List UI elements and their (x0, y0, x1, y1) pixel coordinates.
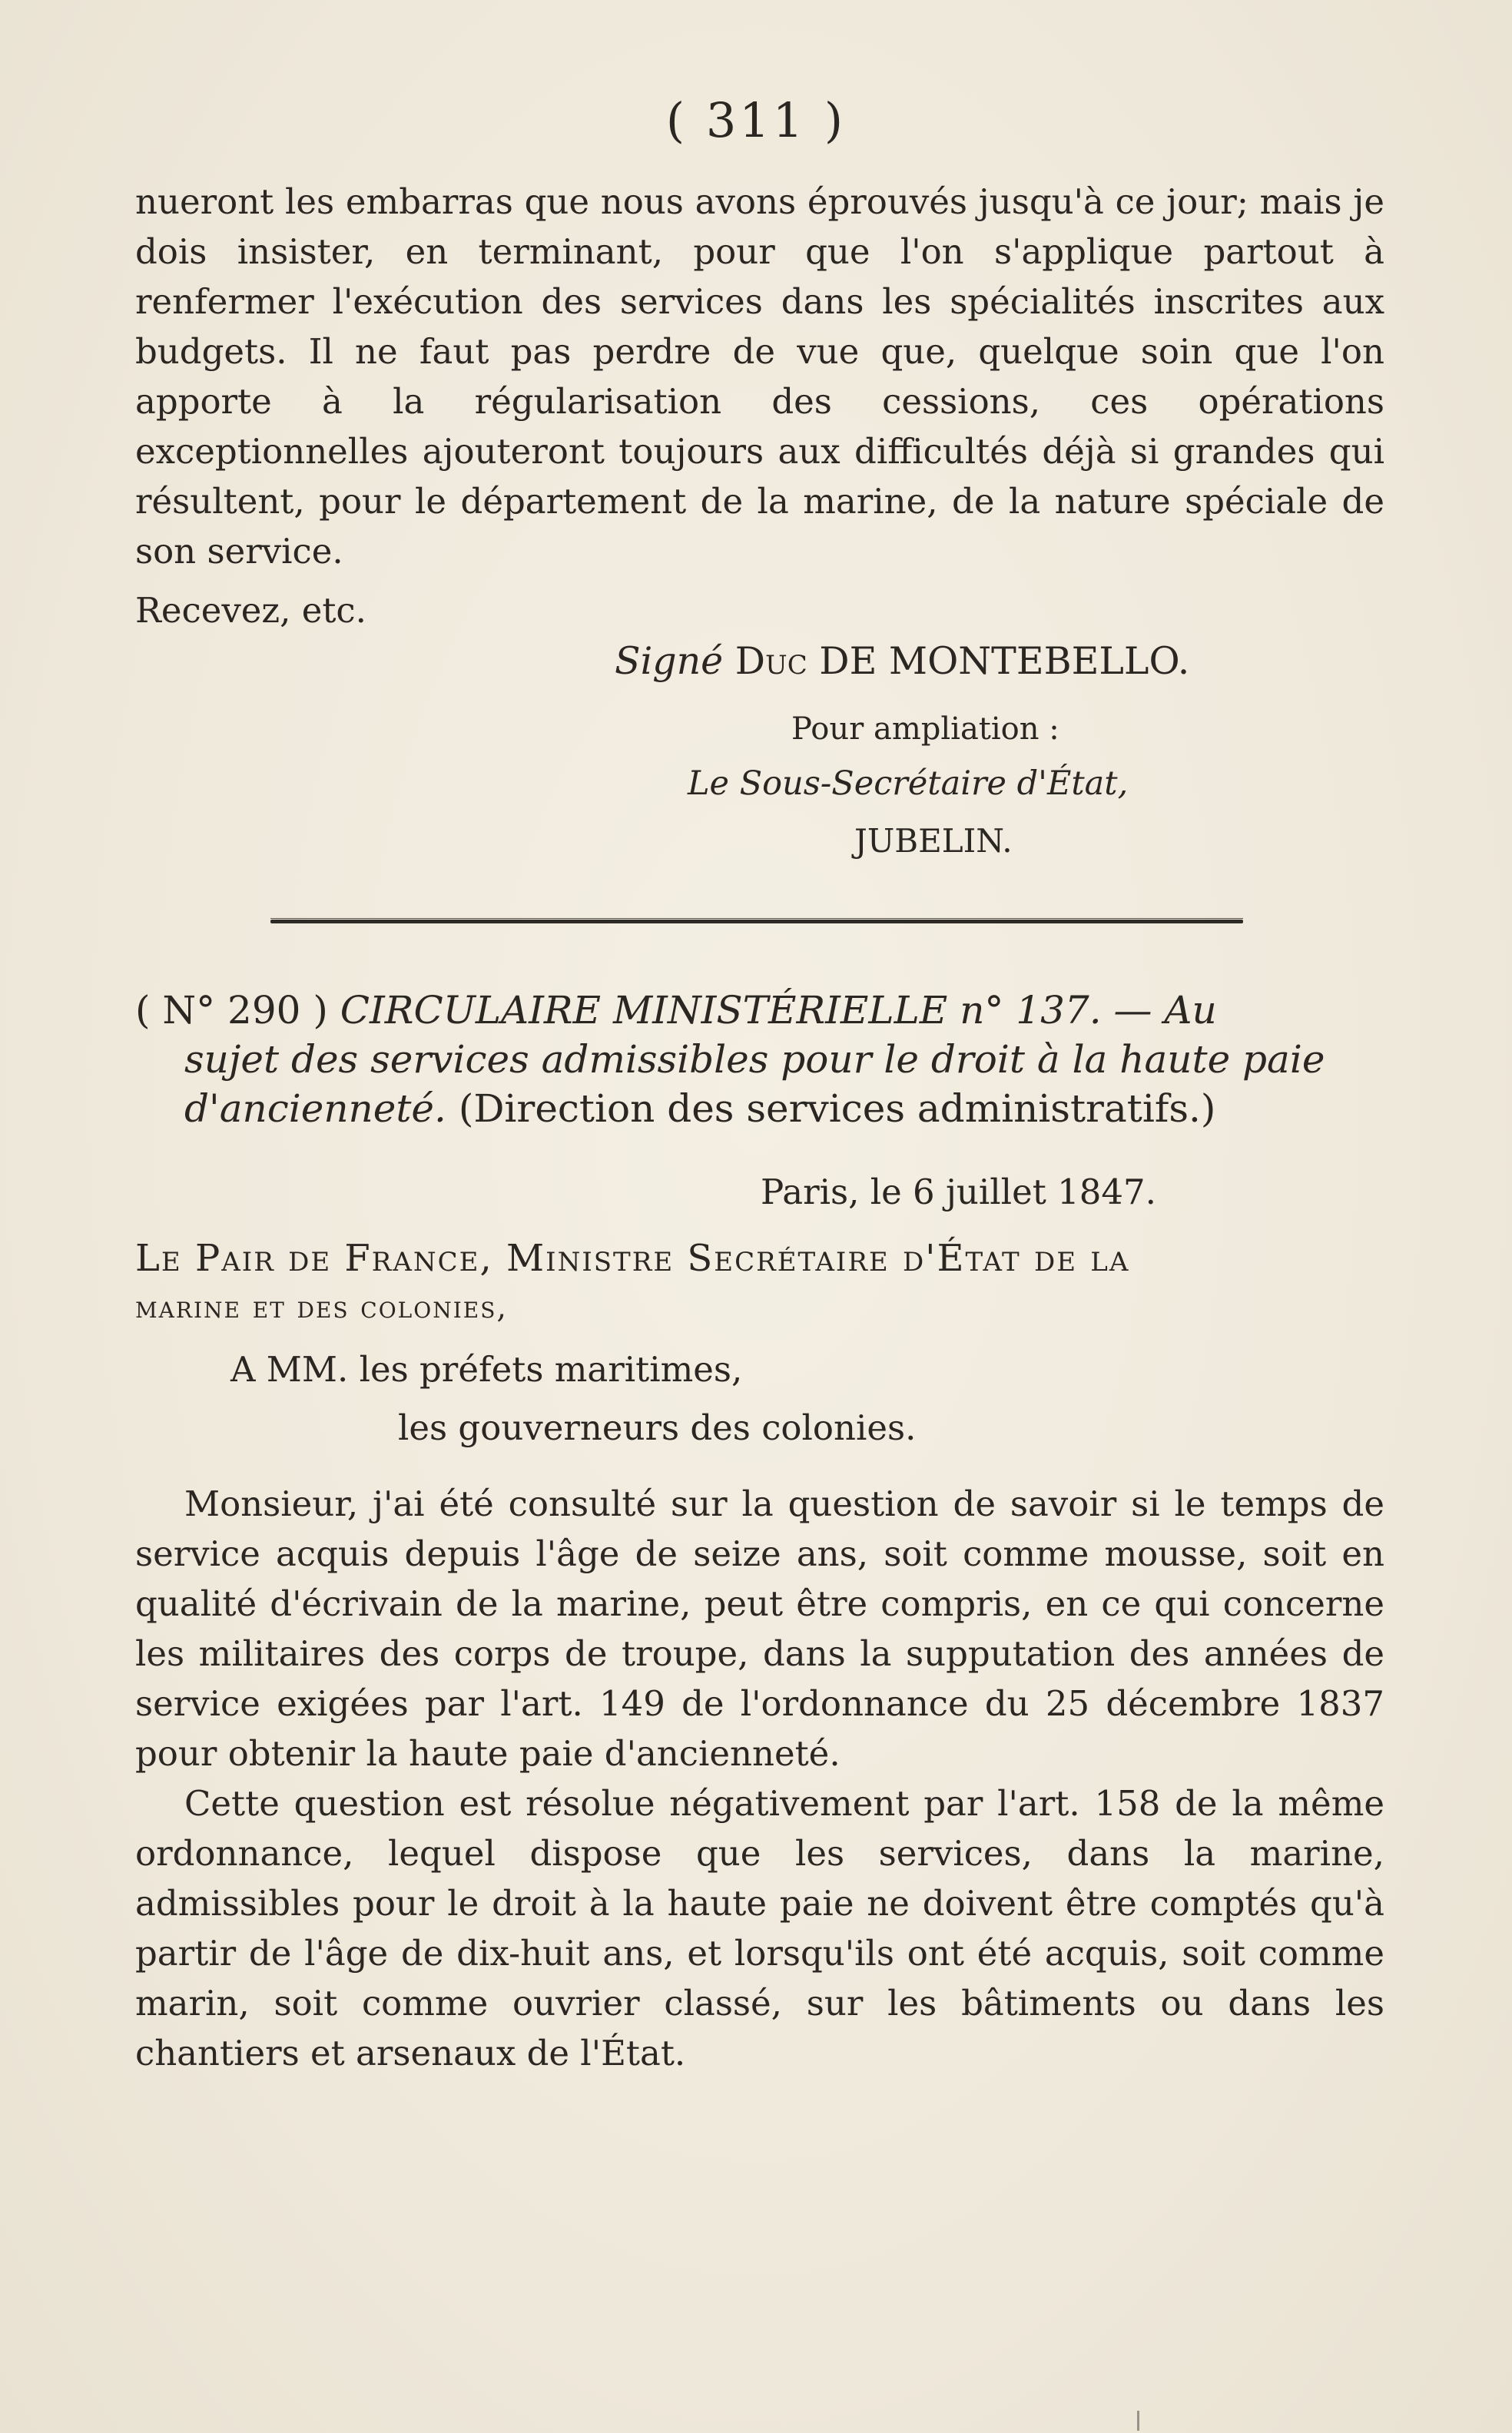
page-number: ( 311 ) (665, 92, 847, 148)
signed-label: Signé (615, 639, 724, 683)
continuation-text-block (135, 177, 1384, 576)
body-paragraph-1: Monsieur, j'ai été consulté sur la question de savoir si le temps de service acquis depuis l'âge de seize ans, soit comme mousse, soit en qualité d'écrivain de la marine, peut être compris, en ce qui concerne les militaires des corps de troupe, dans la supputation des années de service exigées par l'art. 149 de l'ordonnance du 25 décembre 1837 pour obtenir la haute paie d'ancienneté. (135, 1483, 1384, 1774)
addressee-first: les préfets maritimes, (359, 1349, 743, 1390)
addressee-line-1 (230, 1349, 742, 1390)
circular-number: ( N° 290 ) (135, 988, 328, 1033)
body-paragraph-2: Cette question est résolue négativement par l'art. 158 de la même ordonnance, lequel dispose que les services, dans la marine, admissibles pour le droit à la haute paie ne doivent être comptés qu'à partir de l'âge de dix-huit ans, et lorsqu'ils ont été acquis, soit comme marin, soit comme ouvrier classé, sur les bâtiments ou dans les chantiers et arsenaux de l'État. (135, 1783, 1384, 2073)
circular-title-block (135, 986, 1384, 1133)
signer-name: DE MONTEBELLO. (819, 639, 1190, 683)
section-divider-thin (270, 918, 1243, 919)
closing-block (135, 585, 1384, 635)
circular-title-end-italic: d'ancienneté. (184, 1086, 446, 1131)
continuation-paragraph: nueront les embarras que nous avons éprouvés jusqu'à ce jour; mais je dois insister, en terminant, pour que l'on s'applique partout à renfermer l'exécution des services dans les spécialités inscrites aux budgets. Il ne faut pas perdre de vue que, quelque soin que l'on apporte à la régularisation des cessions, ces opérations exceptionnelles ajouteront toujours aux difficultés déjà si grandes qui résultent, pour le département de la marine, de la nature spéciale de son service. (135, 181, 1384, 572)
sender-line-1: Le Pair de France, Ministre Secrétaire d'État de la (135, 1237, 1130, 1280)
sender-block (135, 1234, 1384, 1332)
circular-title-line-2: sujet des services admissibles pour le droit à la haute paie (184, 1037, 1325, 1082)
section-divider (270, 920, 1243, 923)
secretary-title: Le Sous-Secrétaire d'État, (688, 764, 1129, 803)
circular-title-line-1 (135, 986, 1384, 1035)
signature-line (615, 639, 1189, 683)
addressee-line-2: les gouverneurs des colonies. (398, 1407, 917, 1448)
circular-body (135, 1479, 1384, 2078)
circular-title-main: CIRCULAIRE MINISTÉRIELLE n° 137. — Au (340, 988, 1217, 1033)
circular-title-line-3 (135, 1084, 1384, 1133)
secretary-name: JUBELIN. (854, 822, 1013, 860)
salutation: Recevez, etc. (135, 590, 366, 631)
margin-mark (1137, 2411, 1139, 2431)
sender-line-2: marine et des colonies, (135, 1290, 509, 1325)
addressee-prefix: A MM. (230, 1349, 349, 1390)
signer-title: Duc (734, 639, 807, 683)
ampliation-line: Pour ampliation : (791, 711, 1059, 747)
circular-direction: (Direction des services administratifs.) (458, 1086, 1216, 1131)
place-date: Paris, le 6 juillet 1847. (761, 1172, 1156, 1212)
